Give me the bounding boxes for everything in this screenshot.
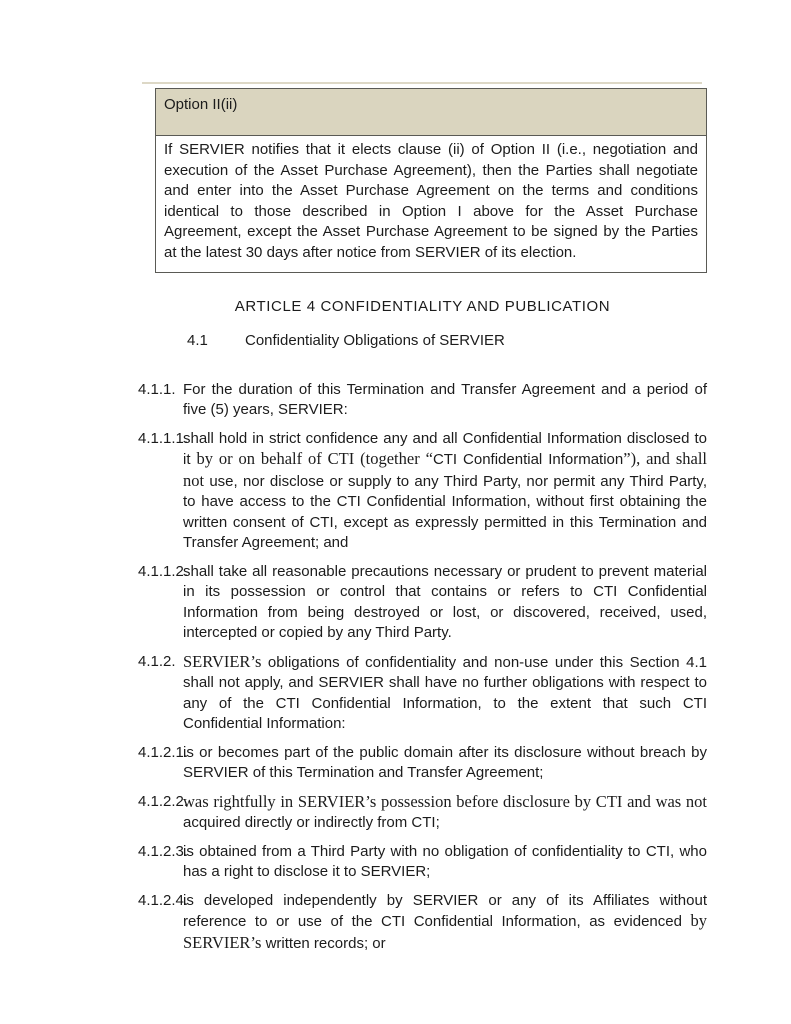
paragraph-number: 4.1.1. (138, 380, 176, 398)
paragraph-4-1-2-1 (138, 743, 707, 784)
paragraph-4-1-1-1 (138, 429, 707, 554)
option-box-body: If SERVIER notifies that it elects clause (ii) of Option II (i.e., negotiation and execution of the Asset Purchase Agreement), then the Parties shall negotiate and enter into the Asset Purchase Agreement on the terms and conditions identical to those described in Option I above for the Asset Purchase Agreement, except the Asset Purchase Agreement to be signed by the Parties at the latest 30 days after notice from SERVIER of its election. (164, 141, 698, 261)
option-box-header-label: Option II(ii) (164, 96, 238, 113)
paragraph-number: 4.1.2.4. (138, 891, 189, 909)
paragraph-text-segment: shall take all reasonable precautions necessary or prudent to prevent material in its possession or control that contains or refers to CTI Confidential Information from being destroyed or lost, or discovered, received, used, intercepted or copied by any Third Party. (183, 562, 707, 642)
paragraph-number: 4.1.2.1. (138, 743, 189, 761)
paragraph-4-1-2-3 (138, 842, 707, 883)
paragraph-text-segment: SERVIER’s (183, 651, 268, 671)
paragraph-text-segment: written records; or (265, 934, 386, 952)
paragraph-text-segment: is developed independently by SERVIER or any of its Affiliates without reference to or use of the CTI Confidential Information, as evidenced (183, 891, 707, 931)
paragraph-number: 4.1.2.3. (138, 842, 189, 860)
article-heading: ARTICLE 4 CONFIDENTIALITY AND PUBLICATION (234, 297, 611, 315)
paragraph-list (138, 380, 707, 955)
paragraph-number: 4.1.2.2. (138, 792, 189, 810)
paragraph-text-segment: use, nor disclose or supply to any Third Party, nor permit any Third Party, to have access to the CTI Confidential Information, without first obtaining the written consent of CTI, except as expressly permitted in this Termination and Transfer Agreement; and (183, 472, 707, 552)
option-box-header (156, 89, 706, 136)
paragraph-4-1-2 (138, 652, 707, 735)
paragraph-4-1-1 (138, 380, 707, 421)
paragraph-text-segment: is obtained from a Third Party with no obligation of confidentiality to CTI, who has a right to disclose it to SERVIER; (183, 842, 707, 881)
section-number: 4.1 (187, 331, 208, 349)
paragraph-text-segment: ”), and shall not (183, 449, 707, 490)
paragraph-text-segment: shall hold in strict confidence any and all Confidential Information disclosed to it (183, 429, 707, 469)
document-content-column (138, 0, 707, 962)
paragraph-number: 4.1.1.1. (138, 429, 189, 447)
option-box (155, 88, 707, 273)
paragraph-text-segment: obligations of confidentiality and non-use under this Section 4.1 shall not apply, and SERVIER shall have no further obligations with respect to any of the CTI Confidential Information, to the extent that such CTI Confidential Information: (183, 653, 707, 733)
paragraph-number: 4.1.2. (138, 652, 176, 670)
section-heading (138, 331, 707, 351)
paragraph-text-segment: is or becomes part of the public domain after its disclosure without breach by SERVIER of this Termination and Transfer Agreement; (183, 743, 707, 782)
paragraph-text-segment: by SERVIER’s (183, 911, 707, 952)
paragraph-4-1-1-2 (138, 562, 707, 644)
previous-table-bottom-rule (142, 82, 702, 84)
paragraph-text-segment: by or on behalf of CTI (together “ (196, 449, 433, 469)
paragraph-text-segment: acquired directly or indirectly from CTI; (183, 814, 440, 832)
paragraph-text-segment: For the duration of this Termination and Transfer Agreement and a period of five (5) years, SERVIER: (183, 380, 707, 419)
paragraph-4-1-2-4 (138, 891, 707, 955)
section-title: Confidentiality Obligations of SERVIER (245, 331, 505, 349)
paragraph-text-segment: was rightfully in SERVIER’s possession before disclosure by CTI and was not (183, 791, 707, 811)
paragraph-number: 4.1.1.2. (138, 562, 189, 580)
paragraph-text-segment: CTI Confidential Information (432, 451, 624, 469)
paragraph-4-1-2-2 (138, 792, 707, 834)
